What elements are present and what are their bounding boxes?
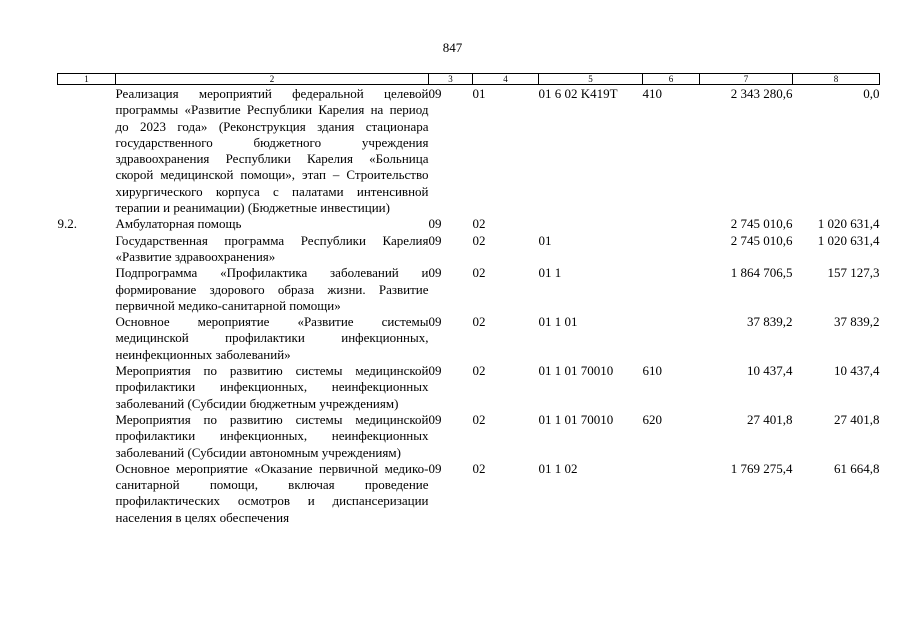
table-row xyxy=(58,265,880,314)
row-chapter-code: 09 xyxy=(428,460,442,476)
row-section-code: 02 xyxy=(472,460,486,476)
column-header: 6 xyxy=(643,74,700,85)
row-amount-2: 10 437,4 xyxy=(834,363,880,379)
row-expense-code xyxy=(643,216,700,232)
row-name: Государственная программа Республики Карелия «Развитие здравоохранения» xyxy=(115,232,429,264)
row-amount-2: 1 020 631,4 xyxy=(817,232,880,248)
row-amount-1: 2 745 010,6 xyxy=(730,232,793,248)
row-name: Мероприятия по развитию системы медицинской профилактики инфекционных, неинфекционных заболеваний (Субсидии бюджетным учреждениям) xyxy=(115,363,429,411)
column-header: 3 xyxy=(429,74,473,85)
row-section-code: 02 xyxy=(472,411,486,427)
budget-table xyxy=(57,73,880,526)
row-expense-code: 620 xyxy=(642,411,662,427)
row-number xyxy=(58,233,116,266)
row-expense-code: 410 xyxy=(642,86,662,101)
table-row xyxy=(58,233,880,266)
row-section-code: 02 xyxy=(472,265,486,281)
column-header: 8 xyxy=(793,74,880,85)
row-amount-1: 27 401,8 xyxy=(747,411,793,427)
column-header: 4 xyxy=(473,74,539,85)
row-number xyxy=(58,461,116,526)
row-expense-code xyxy=(643,461,700,526)
row-section-code: 02 xyxy=(472,216,486,232)
table-row xyxy=(58,412,880,461)
column-header: 5 xyxy=(539,74,643,85)
row-chapter-code: 09 xyxy=(428,232,442,248)
row-article-code: 01 1 01 xyxy=(538,314,578,330)
row-name: Реализация мероприятий федеральной целевой программы «Развитие Республики Карелия на период до 2023 года» (Реконструкция здания стационара государственного бюджетного учреждения здравоохранения Республики Карелия «Больница скорой медицинской помощи», этап – Строительство хирургического корпуса с палатами интенсивной терапии и реанимации) (Бюджетные инвестиции) xyxy=(115,86,429,216)
column-header: 1 xyxy=(58,74,116,85)
row-expense-code xyxy=(643,265,700,314)
row-amount-1: 2 745 010,6 xyxy=(730,216,793,232)
row-article-code: 01 1 xyxy=(538,265,562,281)
row-section-code: 02 xyxy=(472,232,486,248)
row-chapter-code: 09 xyxy=(428,86,442,101)
row-chapter-code: 09 xyxy=(428,411,442,427)
row-number xyxy=(58,85,116,217)
column-header: 2 xyxy=(116,74,429,85)
row-article-code: 01 1 01 70010 xyxy=(538,363,614,379)
table-row xyxy=(58,85,880,217)
column-number-header xyxy=(58,74,880,85)
row-amount-1: 1 864 706,5 xyxy=(730,265,793,281)
row-name: Основное мероприятие «Развитие системы медицинской профилактики инфекционных, неинфекционных заболеваний» xyxy=(115,314,429,362)
row-number xyxy=(58,412,116,461)
row-article-code: 01 6 02 K419T xyxy=(538,86,618,101)
row-name: Основное мероприятие «Оказание первичной медико-санитарной помощи, включая проведение профилактических осмотров и диспансеризации населения в целях обеспечения xyxy=(115,460,429,525)
row-amount-1: 10 437,4 xyxy=(747,363,793,379)
row-section-code: 02 xyxy=(472,363,486,379)
row-amount-1: 1 769 275,4 xyxy=(730,460,793,476)
row-number xyxy=(58,363,116,412)
row-article-code: 01 xyxy=(538,232,552,248)
row-amount-1: 2 343 280,6 xyxy=(730,86,793,101)
row-name: Амбулаторная помощь xyxy=(115,216,242,232)
row-article-code: 01 1 01 70010 xyxy=(538,411,614,427)
row-number xyxy=(58,265,116,314)
table-row xyxy=(58,363,880,412)
table-row xyxy=(58,216,880,232)
row-name: Подпрограмма «Профилактика заболеваний и формирование здорового образа жизни. Развитие первичной медико-санитарной помощи» xyxy=(115,265,429,313)
row-amount-1: 37 839,2 xyxy=(747,314,793,330)
row-chapter-code: 09 xyxy=(428,363,442,379)
row-amount-2: 1 020 631,4 xyxy=(817,216,880,232)
row-chapter-code: 09 xyxy=(428,265,442,281)
column-header: 7 xyxy=(700,74,793,85)
row-number xyxy=(58,314,116,363)
table-row xyxy=(58,314,880,363)
row-chapter-code: 09 xyxy=(428,216,442,232)
row-expense-code xyxy=(643,233,700,266)
row-amount-2: 0,0 xyxy=(863,86,880,101)
row-chapter-code: 09 xyxy=(428,314,442,330)
row-expense-code: 610 xyxy=(642,363,662,379)
row-article-code xyxy=(539,216,643,232)
row-section-code: 02 xyxy=(472,314,486,330)
row-section-code: 01 xyxy=(472,86,486,101)
row-expense-code xyxy=(643,314,700,363)
row-amount-2: 27 401,8 xyxy=(834,411,880,427)
row-amount-2: 157 127,3 xyxy=(827,265,880,281)
page-number: 847 xyxy=(442,40,463,55)
table-row xyxy=(58,461,880,526)
row-name: Мероприятия по развитию системы медицинской профилактики инфекционных, неинфекционных заболеваний (Субсидии автономным учреждениям) xyxy=(115,411,429,460)
row-amount-2: 37 839,2 xyxy=(834,314,880,330)
row-number: 9.2. xyxy=(57,216,77,232)
row-article-code: 01 1 02 xyxy=(538,460,578,476)
row-amount-2: 61 664,8 xyxy=(834,460,880,476)
